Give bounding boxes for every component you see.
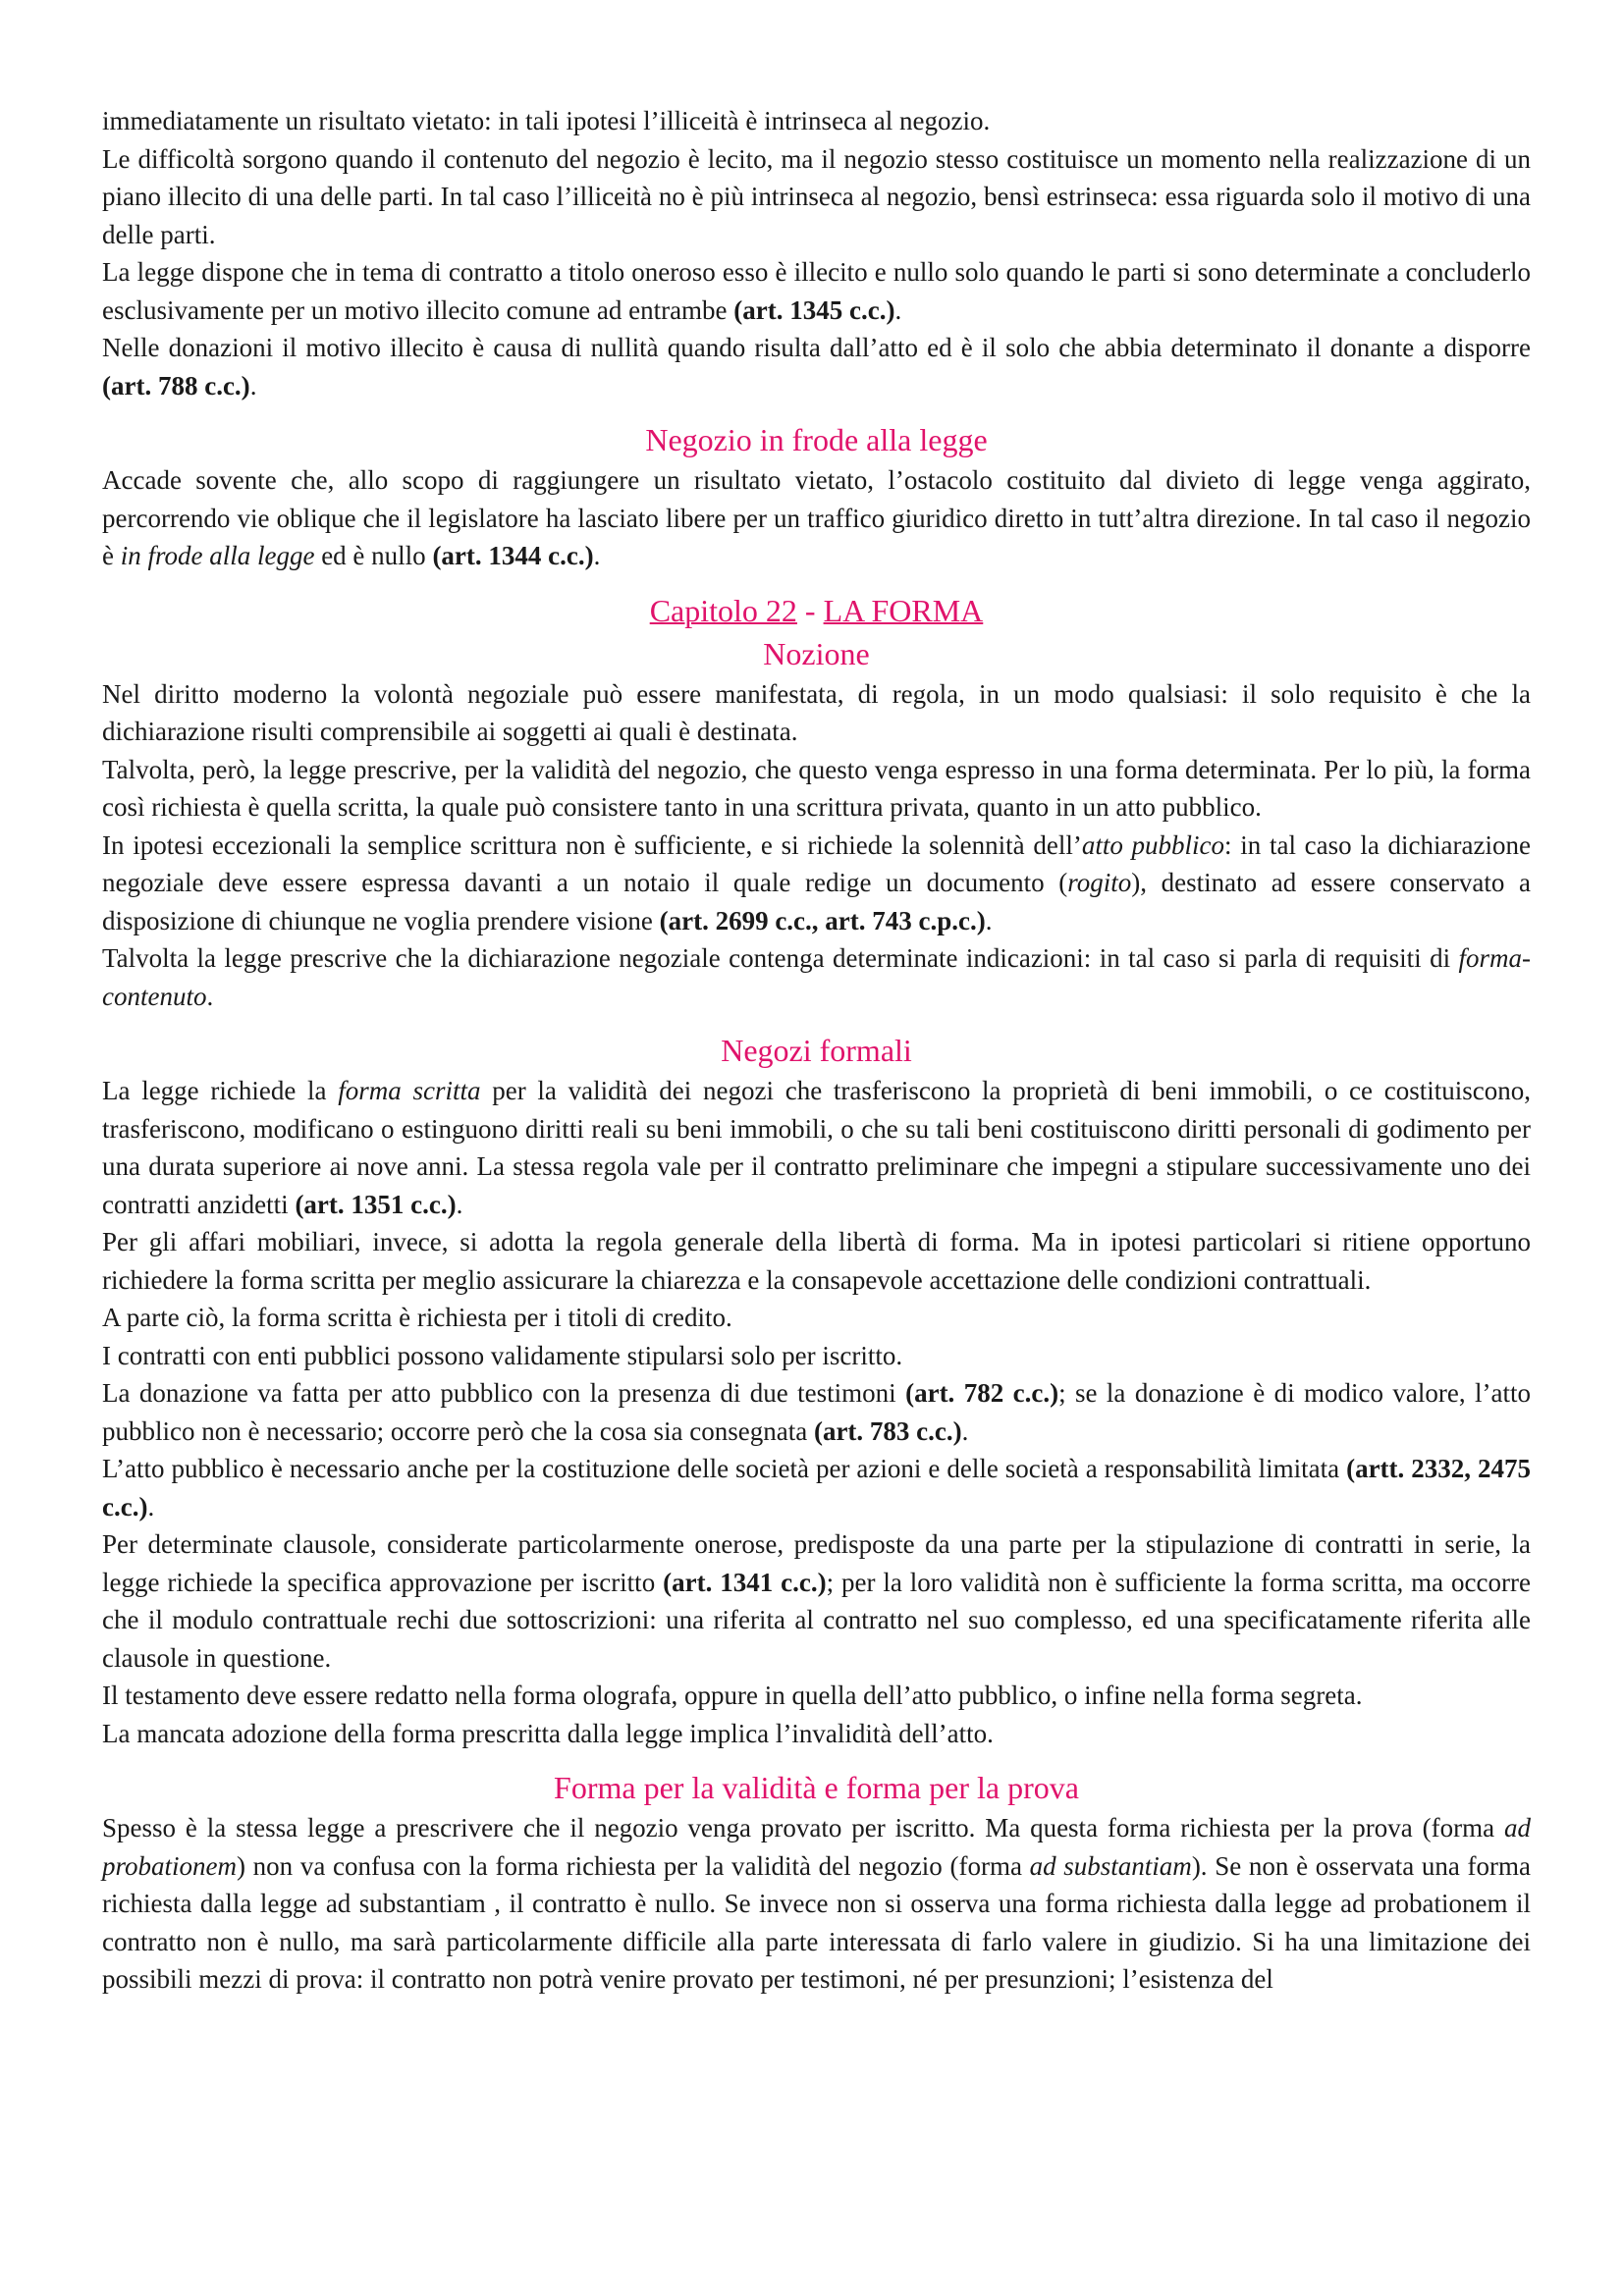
paragraph <box>102 1072 1531 1223</box>
text-run: La donazione va fatta per atto pubblico con la presenza di due testimoni <box>102 1378 906 1408</box>
text-run: . <box>985 905 993 935</box>
text-run: Spesso è la stessa legge a prescrivere che il negozio venga provato per iscritto. Ma questa forma richiesta per la prova (forma <box>102 1813 1504 1842</box>
paragraph <box>102 329 1531 404</box>
paragraph <box>102 827 1531 940</box>
text-run: Accade sovente che, allo scopo di raggiungere un risultato vietato, l’ostacolo costituito dal divieto di legge venga aggirato, percorrendo vie oblique che il legislatore ha lasciato libere per un traffico giuridico diretto in tutt’altra direzione. In tal caso il negozio è <box>102 465 1531 570</box>
chapter-separator: - <box>796 592 824 628</box>
article-reference: (art. 1341 c.c.) <box>663 1567 827 1597</box>
paragraph <box>102 1677 1531 1715</box>
text-run: ), destinato ad essere conservato a disposizione di chiunque ne voglia prendere visione <box>102 868 1531 935</box>
text-run: Nelle donazioni il motivo illecito è causa di nullità quando risulta dall’atto ed è il solo che abbia determinato il donante a disporre <box>102 333 1531 362</box>
text-run: . <box>456 1189 463 1219</box>
frode-block <box>102 461 1531 575</box>
article-reference: (art. 1351 c.c.) <box>295 1189 457 1219</box>
heading-negozi-formali: Negozi formali <box>721 1033 912 1068</box>
text-run: . <box>593 541 601 570</box>
text-run: La legge richiede la <box>102 1076 339 1105</box>
paragraph <box>102 1525 1531 1677</box>
heading-forma-validita-prova: Forma per la validità e forma per la prova <box>554 1770 1079 1805</box>
paragraph <box>102 1337 1531 1375</box>
article-reference: (art. 2699 c.c., art. 743 c.p.c.) <box>659 905 986 935</box>
emphasis-text: rogito <box>1067 868 1132 897</box>
paragraph <box>102 1715 1531 1753</box>
text-run: Il testamento deve essere redatto nella forma olografa, oppure in quella dell’atto pubblico, o infine nella forma segreta. <box>102 1681 1363 1710</box>
paragraph <box>102 675 1531 751</box>
text-run: In ipotesi eccezionali la semplice scrittura non è sufficiente, e si richiede la solennità dell’ <box>102 829 1082 860</box>
article-reference: (art. 782 c.c.) <box>905 1378 1059 1408</box>
text-run: Le difficoltà sorgono quando il contenuto del negozio è lecito, ma il negozio stesso costituisce un momento nella realizzazione di un piano illecito di una delle parti. In tal caso l’illiceità no è più intrinseca al negozio, bensì estrinseca: essa riguarda solo il motivo di una delle parti. <box>102 143 1531 249</box>
emphasis-text: forma-contenuto <box>102 943 1531 1011</box>
text-run: immediatamente un risultato vietato: in tali ipotesi l’illiceità è intrinseca al negozio. <box>102 106 991 135</box>
paragraph <box>102 461 1531 575</box>
nozione-block <box>102 675 1531 1016</box>
emphasis-text: in frode alla legge <box>120 541 315 570</box>
text-run: . <box>894 294 902 325</box>
paragraph <box>102 751 1531 827</box>
text-run: . <box>206 981 214 1011</box>
article-reference: (art. 1345 c.c.) <box>733 294 895 325</box>
article-reference: (artt. 2332, 2475 c.c.) <box>102 1454 1531 1522</box>
text-run: ; se la donazione è di modico valore, l’atto pubblico non è necessario; occorre però che la cosa sia consegnata <box>102 1378 1532 1446</box>
text-run: . <box>147 1491 155 1522</box>
chapter-label: Capitolo 22 <box>649 592 797 628</box>
text-run: : in tal caso la dichiarazione negoziale deve essere espressa davanti a un notaio il quale redige un documento ( <box>102 829 1531 897</box>
text-run: ) non va confusa con la forma richiesta per la validità del negozio (forma <box>237 1850 1030 1881</box>
text-run: L’atto pubblico è necessario anche per la costituzione delle società per azioni e delle società a responsabilità limitata <box>102 1454 1347 1483</box>
emphasis-text: ad substantiam <box>1029 1850 1192 1881</box>
text-run: La mancata adozione della forma prescritta dalla legge implica l’invalidità dell’atto. <box>102 1718 994 1748</box>
text-run: per la validità dei negozi che trasferiscono la proprietà di beni immobili, o ce costituiscono, trasferiscono, modificano o estinguono diritti reali su beni immobili, o che su tali beni costituiscono diritti personali di godimento per una durata superiore ai nove anni. La stessa regola vale per il contratto preliminare che impegni a stipulare successivamente uno dei contratti anzidetti <box>102 1076 1531 1219</box>
text-run: . <box>961 1415 969 1446</box>
text-run: Talvolta, però, la legge prescrive, per la validità del negozio, che questo venga espresso in una forma determinata. Per lo più, la forma così richiesta è quella scritta, la quale può consistere tanto in una scrittura privata, quanto in un atto pubblico. <box>102 754 1531 822</box>
heading-nozione: Nozione <box>763 635 870 671</box>
text-run: Nel diritto moderno la volontà negoziale può essere manifestata, di regola, in un modo qualsiasi: il solo requisito è che la dichiarazione risulti comprensibile ai soggetti ai quali è destinata. <box>102 678 1531 746</box>
paragraph <box>102 253 1531 329</box>
text-run: I contratti con enti pubblici possono validamente stipularsi solo per iscritto. <box>102 1340 903 1370</box>
intro-block <box>102 102 1531 404</box>
text-run: ed è nullo <box>314 541 433 570</box>
text-run: Per gli affari mobiliari, invece, si adotta la regola generale della libertà di forma. Ma in ipotesi particolari si ritiene opportuno richiedere la forma scritta per meglio assicurare la chiarezza e la consapevole accettazione delle condizioni contrattuali. <box>102 1227 1531 1295</box>
text-run: Talvolta la legge prescrive che la dichiarazione negoziale contenga determinate indicazioni: in tal caso si parla di requisiti di <box>102 943 1459 973</box>
article-reference: (art. 783 c.c.) <box>813 1415 962 1446</box>
emphasis-text: atto pubblico <box>1081 829 1225 860</box>
text-run: A parte ciò, la forma scritta è richiesta per i titoli di credito. <box>102 1303 732 1332</box>
article-reference: (art. 788 c.c.) <box>102 370 250 400</box>
text-run: ). Se non è osservata una forma richiesta dalla legge ad substantiam , il contratto è nullo. Se invece non si osserva una forma richiesta dalla legge ad probationem il contratto non è nullo, ma sarà particolarmente difficile alla parte interessata di farlo valere in giudizio. Si ha una limitazione dei possibili mezzi di prova: il contratto non potrà venire provato per testimoni, né per presunzioni; l’esistenza del <box>102 1850 1531 1994</box>
paragraph <box>102 939 1531 1015</box>
heading-negozio-frode: Negozio in frode alla legge <box>645 422 988 457</box>
paragraph <box>102 1223 1531 1299</box>
emphasis-text: ad probationem <box>102 1813 1531 1881</box>
paragraph <box>102 140 1531 254</box>
paragraph <box>102 1809 1531 1999</box>
paragraph <box>102 1299 1531 1337</box>
chapter-name: LA FORMA <box>823 592 984 628</box>
formali-block <box>102 1072 1531 1752</box>
paragraph <box>102 1374 1531 1450</box>
text-run: Per determinate clausole, considerate particolarmente onerose, predisposte da una parte per la stipulazione di contratti in serie, la legge richiede la specifica approvazione per iscritto <box>102 1529 1531 1597</box>
text-run: . <box>249 370 257 400</box>
text-run: La legge dispone che in tema di contratto a titolo oneroso esso è illecito e nullo solo quando le parti si sono determinate a concluderlo esclusivamente per un motivo illecito comune ad entrambe <box>102 257 1531 325</box>
article-reference: (art. 1344 c.c.) <box>432 541 594 570</box>
paragraph <box>102 1450 1531 1525</box>
prova-block <box>102 1809 1531 1999</box>
paragraph <box>102 102 1531 140</box>
emphasis-text: forma scritta <box>338 1076 481 1105</box>
chapter-title <box>102 589 1531 632</box>
text-run: ; per la loro validità non è sufficiente la forma scritta, ma occorre che il modulo contrattuale rechi due sottoscrizioni: una riferita al contratto nel suo complesso, ed una specificatamente riferita alle clausole in questione. <box>102 1567 1531 1673</box>
